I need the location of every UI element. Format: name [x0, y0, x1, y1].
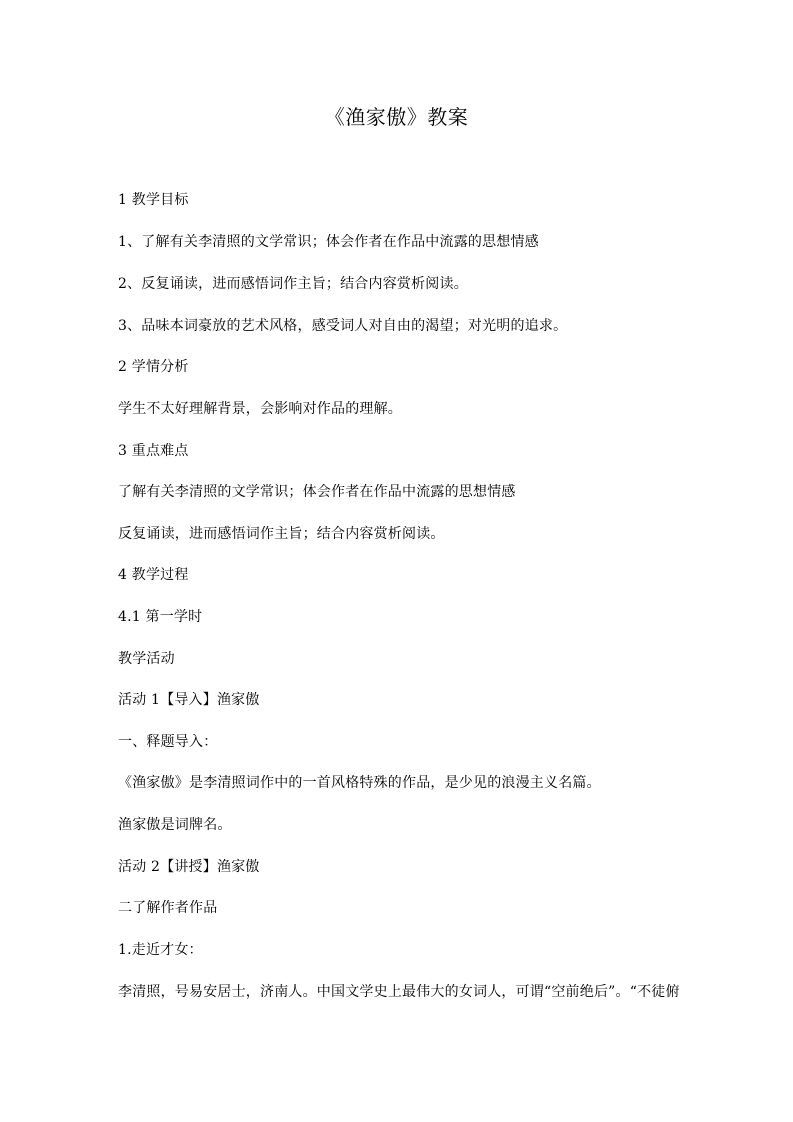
- author-bio-text: 李清照，号易安居士，济南人。中国文学史上最伟大的女词人，可谓“空前绝后”。“不徒俯: [118, 984, 680, 1000]
- student-analysis-text: 学生不太好理解背景，会影响对作品的理解。: [118, 401, 402, 417]
- author-heading: 二了解作者作品: [118, 900, 218, 916]
- activity-2-heading: 活动 2【讲授】渔家傲: [118, 859, 260, 875]
- approach-author-heading: 1.走近才女：: [118, 942, 203, 958]
- intro-text: 《渔家傲》是李清照词作中的一首风格特殊的作品，是少见的浪漫主义名篇。: [118, 775, 601, 791]
- intro-heading: 一、释题导入：: [118, 734, 218, 750]
- section-heading-teaching-process: 4 教学过程: [118, 567, 189, 583]
- goal-item-3: 3、品味本词豪放的艺术风格，感受词人对自由的渴望；对光明的追求。: [118, 318, 568, 334]
- cipai-note: 渔家傲是词牌名。: [118, 817, 232, 833]
- subsection-first-period: 4.1 第一学时: [118, 609, 203, 625]
- teaching-activities-label: 教学活动: [118, 651, 175, 667]
- section-heading-key-points: 3 重点难点: [118, 443, 189, 459]
- section-heading-student-analysis: 2 学情分析: [118, 359, 189, 375]
- section-heading-teaching-goals: 1 教学目标: [118, 192, 189, 208]
- key-point-1: 了解有关李清照的文学常识；体会作者在作品中流露的思想情感: [118, 484, 516, 500]
- goal-item-1: 1、了解有关李清照的文学常识；体会作者在作品中流露的思想情感: [118, 234, 539, 250]
- key-point-2: 反复诵读，进而感悟词作主旨；结合内容赏析阅读。: [118, 526, 445, 542]
- document-title: 《渔家傲》教案: [324, 105, 469, 129]
- goal-item-2: 2、反复诵读，进而感悟词作主旨；结合内容赏析阅读。: [118, 276, 468, 292]
- activity-1-heading: 活动 1【导入】渔家傲: [118, 692, 260, 708]
